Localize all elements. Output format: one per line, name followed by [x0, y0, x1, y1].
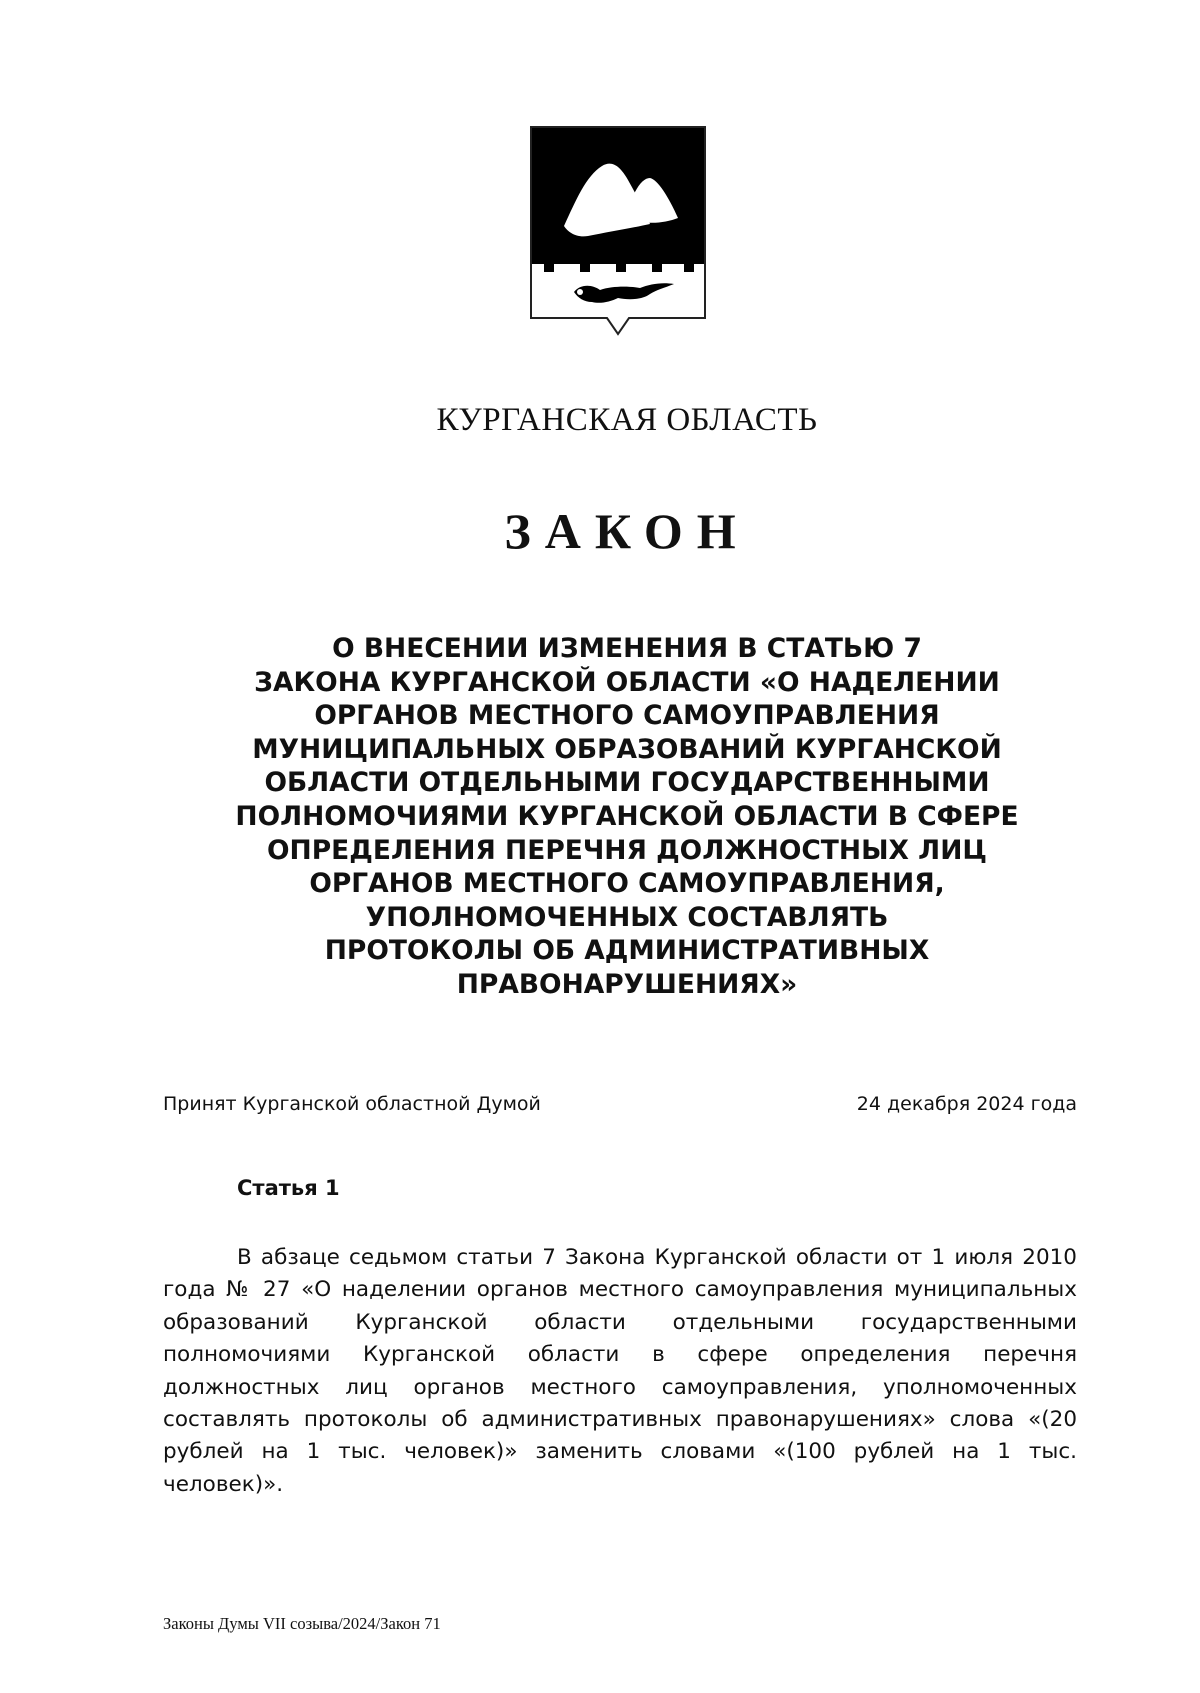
adoption-date: 24 декабря 2024 года [856, 1093, 1077, 1115]
footer-path: Законы Думы VII созыва/2024/Закон 71 [163, 1614, 441, 1633]
law-title-line: ЗАКОНА КУРГАНСКОЙ ОБЛАСТИ «О НАДЕЛЕНИИ [254, 666, 1000, 698]
law-title-line: О ВНЕСЕНИИ ИЗМЕНЕНИЯ В СТАТЬЮ 7 [332, 633, 922, 664]
coat-of-arms-icon [528, 124, 708, 356]
law-title-line: ПРАВОНАРУШЕНИЯХ» [456, 968, 798, 1000]
article-body: В абзаце седьмом статьи 7 Закона Курганской области от 1 июля 2010 года № 27 «О наделении органов местного самоуправления муниципальных образований Курганской области отдельными государственными полномочиями Курганской области в сфере определения перечня должностных лиц органов местного самоуправления, уполномоченных составлять протоколы об административных правонарушениях» слова «(20 рублей на 1 тыс. человек)» заменить словами «(100 рублей на 1 тыс. человек)». [163, 1245, 1077, 1497]
law-title-line: МУНИЦИПАЛЬНЫХ ОБРАЗОВАНИЙ КУРГАНСКОЙ [252, 733, 1002, 765]
law-title-line: ОРГАНОВ МЕСТНОГО САМОУПРАВЛЕНИЯ, [309, 868, 945, 900]
law-title-line: ПРОТОКОЛЫ ОБ АДМИНИСТРАТИВНЫХ [324, 935, 930, 967]
region-name: КУРГАНСКАЯ ОБЛАСТЬ [436, 402, 818, 438]
law-title-line: ОПРЕДЕЛЕНИЯ ПЕРЕЧНЯ ДОЛЖНОСТНЫХ ЛИЦ [267, 834, 987, 866]
law-title-line: УПОЛНОМОЧЕННЫХ СОСТАВЛЯТЬ [365, 901, 889, 933]
adopted-by-text: Принят Курганской областной Думой [163, 1093, 541, 1115]
law-title [180, 632, 1074, 1002]
law-title-line: ОБЛАСТИ ОТДЕЛЬНЫМИ ГОСУДАРСТВЕННЫМИ [264, 767, 990, 799]
law-title-line: ОРГАНОВ МЕСТНОГО САМОУПРАВЛЕНИЯ [314, 700, 940, 732]
article-heading: Статья 1 [237, 1176, 340, 1200]
law-title-line: ПОЛНОМОЧИЯМИ КУРГАНСКОЙ ОБЛАСТИ В СФЕРЕ [235, 800, 1019, 832]
document-type: ЗАКОН [504, 503, 750, 559]
